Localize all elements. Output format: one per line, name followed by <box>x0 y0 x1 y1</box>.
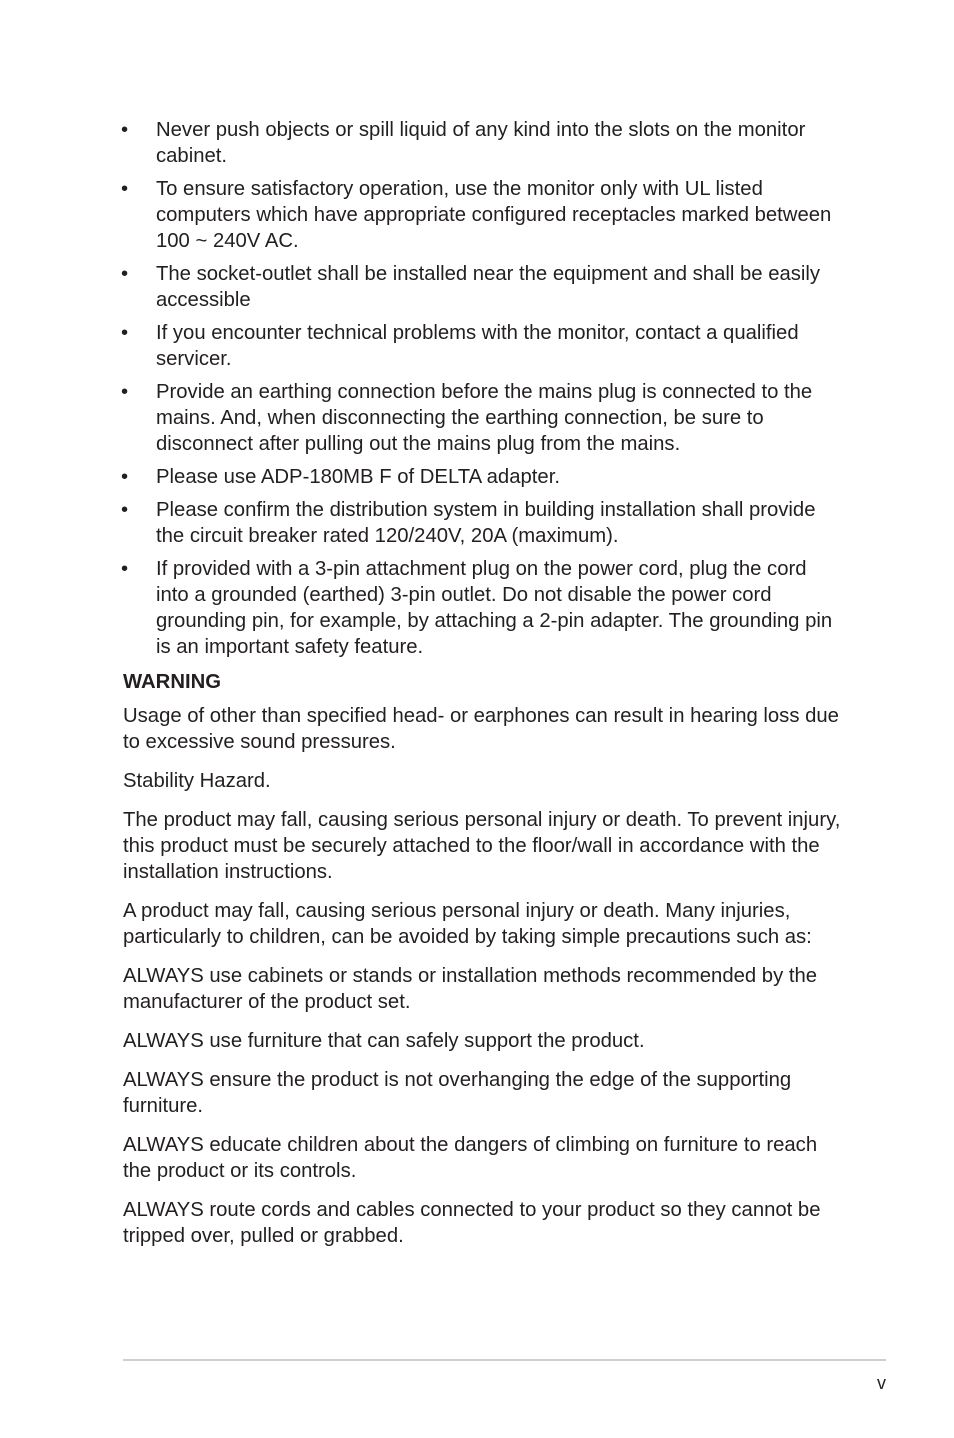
bullet-item <box>0 320 954 372</box>
bullet-text: Never push objects or spill liquid of any kind into the slots on the monitor cabinet. <box>156 119 806 167</box>
warning-heading: WARNING <box>123 671 222 693</box>
safety-bullet-list <box>0 117 954 660</box>
warning-paragraph: ALWAYS route cords and cables connected to your product so they cannot be tripped over, pulled or grabbed. <box>123 1199 821 1247</box>
bullet-item <box>0 497 954 549</box>
footer-divider <box>123 1359 886 1361</box>
bullet-text: The socket-outlet shall be installed near the equipment and shall be easily accessible <box>156 263 821 311</box>
warning-paragraph: The product may fall, causing serious personal injury or death. To prevent injury, this product must be securely attached to the floor/wall in accordance with the installation instructions. <box>123 809 841 883</box>
bullet-text: Please confirm the distribution system in building installation shall provide the circuit breaker rated 120/240V, 20A (maximum). <box>156 499 816 547</box>
bullet-icon: • <box>121 178 129 200</box>
warning-paragraph: Usage of other than specified head- or earphones can result in hearing loss due to excessive sound pressures. <box>123 705 839 753</box>
bullet-icon: • <box>121 558 129 580</box>
page-content <box>0 117 954 1249</box>
bullet-item <box>0 464 954 490</box>
bullet-item <box>0 556 954 660</box>
bullet-item <box>0 176 954 254</box>
page-number: v <box>877 1373 886 1393</box>
warning-paragraph: Stability Hazard. <box>123 770 271 792</box>
bullet-item <box>0 379 954 457</box>
bullet-icon: • <box>121 499 129 521</box>
bullet-text: Please use ADP-180MB F of DELTA adapter. <box>156 466 560 488</box>
bullet-item <box>0 261 954 313</box>
bullet-text: If provided with a 3-pin attachment plug on the power cord, plug the cord into a grounded (earthed) 3-pin outlet. Do not disable the power cord grounding pin, for example, by attaching a 2-pin adapter. The grounding pin is an important safety feature. <box>156 558 833 658</box>
warning-paragraph: ALWAYS use furniture that can safely support the product. <box>123 1030 645 1052</box>
bullet-text: Provide an earthing connection before the mains plug is connected to the mains. And, when disconnecting the earthing connection, be sure to disconnect after pulling out the mains plug from the mains. <box>156 381 813 455</box>
bullet-icon: • <box>121 322 129 344</box>
warning-paragraph: ALWAYS ensure the product is not overhanging the edge of the supporting furniture. <box>123 1069 792 1117</box>
warning-paragraph: ALWAYS use cabinets or stands or installation methods recommended by the manufacturer of the product set. <box>123 965 818 1013</box>
bullet-icon: • <box>121 381 129 403</box>
bullet-icon: • <box>121 263 129 285</box>
bullet-icon: • <box>121 119 129 141</box>
warning-paragraph: ALWAYS educate children about the dangers of climbing on furniture to reach the product or its controls. <box>123 1134 818 1182</box>
bullet-text: If you encounter technical problems with the monitor, contact a qualified servicer. <box>156 322 799 370</box>
bullet-text: To ensure satisfactory operation, use the monitor only with UL listed computers which have appropriate configured receptacles marked between 100 ~ 240V AC. <box>156 178 832 252</box>
bullet-icon: • <box>121 466 129 488</box>
warning-paragraph: A product may fall, causing serious personal injury or death. Many injuries, particularly to children, can be avoided by taking simple precautions such as: <box>123 900 812 948</box>
bullet-item <box>0 117 954 169</box>
